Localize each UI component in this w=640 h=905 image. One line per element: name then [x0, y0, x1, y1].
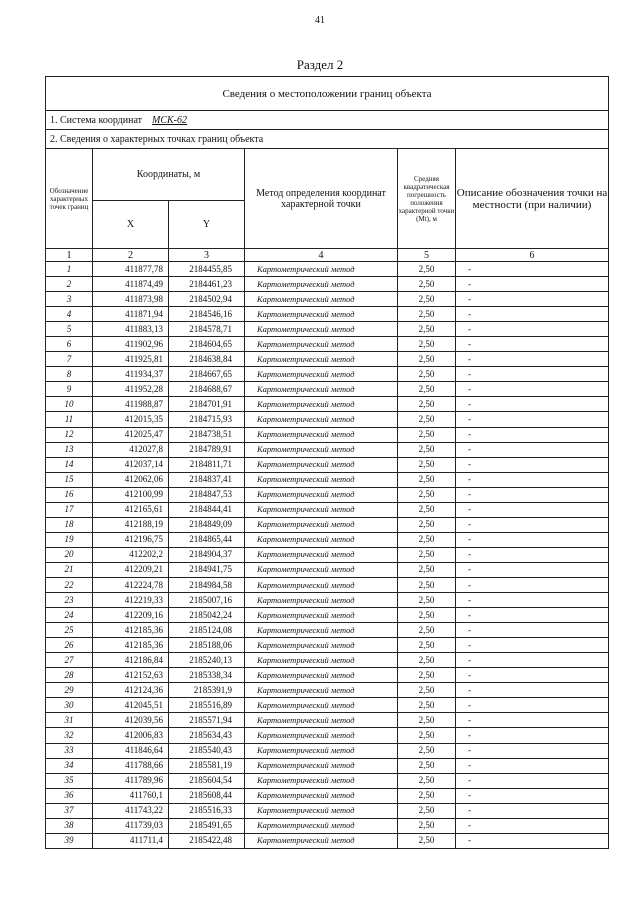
- coord-x: 411952,28: [93, 382, 169, 397]
- description-cell: -: [456, 638, 609, 653]
- coord-y: 2185634,43: [169, 728, 245, 743]
- table-row: [46, 653, 609, 668]
- table-row: [46, 577, 609, 592]
- coord-x: 412224,78: [93, 577, 169, 592]
- method-cell: Картометрический метод: [245, 472, 398, 487]
- coord-x: 412152,63: [93, 668, 169, 683]
- error-cell: 2,50: [398, 532, 456, 547]
- header-coordinates: Координаты, м: [93, 149, 245, 201]
- point-number: 27: [46, 653, 93, 668]
- method-cell: Картометрический метод: [245, 758, 398, 773]
- header-error: Средняя квадратическая погрешность положения характерной точки (Mt), м: [398, 149, 456, 249]
- point-number: 36: [46, 788, 93, 803]
- column-number: 2: [93, 249, 169, 262]
- method-cell: Картометрический метод: [245, 457, 398, 472]
- coord-x: 411988,87: [93, 397, 169, 412]
- table-row: [46, 367, 609, 382]
- coord-x: 411873,98: [93, 292, 169, 307]
- description-cell: -: [456, 532, 609, 547]
- method-cell: Картометрический метод: [245, 277, 398, 292]
- point-number: 17: [46, 502, 93, 517]
- coord-x: 411789,96: [93, 773, 169, 788]
- method-cell: Картометрический метод: [245, 382, 398, 397]
- table-row: [46, 262, 609, 277]
- error-cell: 2,50: [398, 728, 456, 743]
- coord-x: 411874,49: [93, 277, 169, 292]
- description-cell: -: [456, 262, 609, 277]
- point-number: 30: [46, 698, 93, 713]
- header-description: Описание обозначения точки на местности (при наличии): [456, 149, 609, 249]
- coord-x: 411760,1: [93, 788, 169, 803]
- boundary-points-table: [45, 76, 609, 849]
- description-cell: -: [456, 818, 609, 833]
- method-cell: Картометрический метод: [245, 653, 398, 668]
- table-row: [46, 562, 609, 577]
- method-cell: Картометрический метод: [245, 517, 398, 532]
- description-cell: -: [456, 803, 609, 818]
- table-row: [46, 818, 609, 833]
- error-cell: 2,50: [398, 638, 456, 653]
- point-number: 23: [46, 593, 93, 608]
- coord-y: 2185604,54: [169, 773, 245, 788]
- header-point-designation: Обозначение характерных точек границ: [46, 149, 93, 249]
- point-number: 10: [46, 397, 93, 412]
- method-cell: Картометрический метод: [245, 337, 398, 352]
- coord-x: 411788,66: [93, 758, 169, 773]
- table-row: [46, 668, 609, 683]
- coord-y: 2184844,41: [169, 502, 245, 517]
- description-cell: -: [456, 728, 609, 743]
- point-number: 37: [46, 803, 93, 818]
- error-cell: 2,50: [398, 517, 456, 532]
- coord-y: 2184546,16: [169, 307, 245, 322]
- coord-y: 2185571,94: [169, 713, 245, 728]
- method-cell: Картометрический метод: [245, 743, 398, 758]
- point-number: 12: [46, 427, 93, 442]
- point-number: 29: [46, 683, 93, 698]
- coord-x: 411883,13: [93, 322, 169, 337]
- point-number: 5: [46, 322, 93, 337]
- error-cell: 2,50: [398, 653, 456, 668]
- error-cell: 2,50: [398, 803, 456, 818]
- coord-y: 2185540,43: [169, 743, 245, 758]
- description-cell: -: [456, 758, 609, 773]
- coord-x: 412188,19: [93, 517, 169, 532]
- coord-x: 412185,36: [93, 623, 169, 638]
- method-cell: Картометрический метод: [245, 818, 398, 833]
- error-cell: 2,50: [398, 442, 456, 457]
- coord-x: 412219,33: [93, 593, 169, 608]
- coord-y: 2184701,91: [169, 397, 245, 412]
- method-cell: Картометрический метод: [245, 638, 398, 653]
- coord-y: 2184984,58: [169, 577, 245, 592]
- coord-system-row: [46, 111, 609, 130]
- table-row: [46, 547, 609, 562]
- table-row: [46, 517, 609, 532]
- point-number: 9: [46, 382, 93, 397]
- coord-y: 2184604,65: [169, 337, 245, 352]
- coord-x: 412124,36: [93, 683, 169, 698]
- method-cell: Картометрический метод: [245, 623, 398, 638]
- point-number: 32: [46, 728, 93, 743]
- method-cell: Картометрический метод: [245, 532, 398, 547]
- coord-x: 412045,51: [93, 698, 169, 713]
- coord-y: 2185124,08: [169, 623, 245, 638]
- error-cell: 2,50: [398, 262, 456, 277]
- method-cell: Картометрический метод: [245, 773, 398, 788]
- description-cell: -: [456, 833, 609, 848]
- method-cell: Картометрический метод: [245, 788, 398, 803]
- section-title: Раздел 2: [296, 57, 344, 72]
- error-cell: 2,50: [398, 307, 456, 322]
- column-number: 1: [46, 249, 93, 262]
- point-number: 14: [46, 457, 93, 472]
- description-cell: -: [456, 608, 609, 623]
- error-cell: 2,50: [398, 292, 456, 307]
- coord-y: 2184849,09: [169, 517, 245, 532]
- coord-x: 411743,22: [93, 803, 169, 818]
- coord-y: 2184461,23: [169, 277, 245, 292]
- point-number: 11: [46, 412, 93, 427]
- coord-x: 412006,83: [93, 728, 169, 743]
- table-row: [46, 608, 609, 623]
- point-number: 39: [46, 833, 93, 848]
- description-cell: -: [456, 502, 609, 517]
- coord-x: 412202,2: [93, 547, 169, 562]
- table-body: [46, 262, 609, 849]
- description-cell: -: [456, 562, 609, 577]
- description-cell: -: [456, 292, 609, 307]
- error-cell: 2,50: [398, 457, 456, 472]
- coord-x: 412039,56: [93, 713, 169, 728]
- description-cell: -: [456, 397, 609, 412]
- error-cell: 2,50: [398, 668, 456, 683]
- method-cell: Картометрический метод: [245, 322, 398, 337]
- coord-y: 2185422,48: [169, 833, 245, 848]
- description-cell: -: [456, 743, 609, 758]
- error-cell: 2,50: [398, 818, 456, 833]
- coord-x: 412196,75: [93, 532, 169, 547]
- error-cell: 2,50: [398, 577, 456, 592]
- coord-x: 412027,8: [93, 442, 169, 457]
- table-row: [46, 457, 609, 472]
- coord-x: 411739,03: [93, 818, 169, 833]
- column-number: 5: [398, 249, 456, 262]
- point-number: 33: [46, 743, 93, 758]
- table-row: [46, 412, 609, 427]
- description-cell: -: [456, 577, 609, 592]
- coord-x: 411711,4: [93, 833, 169, 848]
- coord-x: 411871,94: [93, 307, 169, 322]
- coord-system-label: 1. Система координат: [50, 114, 143, 126]
- description-cell: -: [456, 788, 609, 803]
- error-cell: 2,50: [398, 683, 456, 698]
- table-row: [46, 397, 609, 412]
- description-cell: -: [456, 683, 609, 698]
- table-row: [46, 683, 609, 698]
- point-number: 35: [46, 773, 93, 788]
- point-number: 21: [46, 562, 93, 577]
- coord-y: 2184688,67: [169, 382, 245, 397]
- point-number: 13: [46, 442, 93, 457]
- description-cell: -: [456, 277, 609, 292]
- method-cell: Картометрический метод: [245, 502, 398, 517]
- coord-y: 2185516,33: [169, 803, 245, 818]
- point-number: 2: [46, 277, 93, 292]
- point-number: 7: [46, 352, 93, 367]
- coord-y: 2184865,44: [169, 532, 245, 547]
- coord-y: 2184789,91: [169, 442, 245, 457]
- table-row: [46, 502, 609, 517]
- error-cell: 2,50: [398, 593, 456, 608]
- error-cell: 2,50: [398, 337, 456, 352]
- error-cell: 2,50: [398, 427, 456, 442]
- error-cell: 2,50: [398, 623, 456, 638]
- description-cell: -: [456, 547, 609, 562]
- coord-x: 411846,64: [93, 743, 169, 758]
- coord-system-value: МСК-62: [152, 114, 188, 126]
- column-number: 6: [456, 249, 609, 262]
- method-cell: Картометрический метод: [245, 803, 398, 818]
- description-cell: -: [456, 487, 609, 502]
- point-number: 16: [46, 487, 93, 502]
- coord-y: 2185188,06: [169, 638, 245, 653]
- coord-x: 412062,06: [93, 472, 169, 487]
- table-row: [46, 773, 609, 788]
- coord-y: 2184578,71: [169, 322, 245, 337]
- description-cell: -: [456, 307, 609, 322]
- coord-x: 412186,84: [93, 653, 169, 668]
- table-row: [46, 743, 609, 758]
- description-cell: -: [456, 698, 609, 713]
- point-number: 8: [46, 367, 93, 382]
- point-number: 22: [46, 577, 93, 592]
- coord-x: 412209,16: [93, 608, 169, 623]
- table-banner: Сведения о местоположении границ объекта: [46, 77, 609, 111]
- column-number: 4: [245, 249, 398, 262]
- error-cell: 2,50: [398, 487, 456, 502]
- method-cell: Картометрический метод: [245, 608, 398, 623]
- method-cell: Картометрический метод: [245, 427, 398, 442]
- point-number: 24: [46, 608, 93, 623]
- error-cell: 2,50: [398, 352, 456, 367]
- coord-x: 412037,14: [93, 457, 169, 472]
- point-number: 25: [46, 623, 93, 638]
- error-cell: 2,50: [398, 833, 456, 848]
- method-cell: Картометрический метод: [245, 577, 398, 592]
- description-cell: -: [456, 472, 609, 487]
- point-number: 28: [46, 668, 93, 683]
- error-cell: 2,50: [398, 547, 456, 562]
- header-y: Y: [169, 201, 245, 249]
- table-row: [46, 593, 609, 608]
- point-number: 31: [46, 713, 93, 728]
- coord-x: 412209,21: [93, 562, 169, 577]
- coord-y: 2184847,53: [169, 487, 245, 502]
- table-row: [46, 713, 609, 728]
- coord-x: 412165,61: [93, 502, 169, 517]
- table-row: [46, 698, 609, 713]
- error-cell: 2,50: [398, 367, 456, 382]
- point-number: 15: [46, 472, 93, 487]
- coord-y: 2185240,13: [169, 653, 245, 668]
- table-row: [46, 472, 609, 487]
- table-row: [46, 728, 609, 743]
- page-number: 41: [315, 15, 325, 26]
- point-number: 34: [46, 758, 93, 773]
- description-cell: -: [456, 593, 609, 608]
- table-row: [46, 487, 609, 502]
- coord-x: 412015,35: [93, 412, 169, 427]
- error-cell: 2,50: [398, 382, 456, 397]
- column-numbers-row: [46, 249, 609, 262]
- description-cell: -: [456, 653, 609, 668]
- table-row: [46, 382, 609, 397]
- description-cell: -: [456, 427, 609, 442]
- error-cell: 2,50: [398, 713, 456, 728]
- method-cell: Картометрический метод: [245, 593, 398, 608]
- error-cell: 2,50: [398, 562, 456, 577]
- method-cell: Картометрический метод: [245, 668, 398, 683]
- method-cell: Картометрический метод: [245, 713, 398, 728]
- coord-y: 2184837,41: [169, 472, 245, 487]
- coord-y: 2185042,24: [169, 608, 245, 623]
- point-number: 20: [46, 547, 93, 562]
- table-row: [46, 803, 609, 818]
- table-head: [46, 77, 609, 262]
- coord-y: 2184738,51: [169, 427, 245, 442]
- coord-y: 2185338,34: [169, 668, 245, 683]
- error-cell: 2,50: [398, 397, 456, 412]
- coord-x: 411934,37: [93, 367, 169, 382]
- coord-y: 2184811,71: [169, 457, 245, 472]
- coord-x: 412185,36: [93, 638, 169, 653]
- column-number: 3: [169, 249, 245, 262]
- table-row: [46, 638, 609, 653]
- point-number: 18: [46, 517, 93, 532]
- error-cell: 2,50: [398, 277, 456, 292]
- coord-x: 411902,96: [93, 337, 169, 352]
- method-cell: Картометрический метод: [245, 352, 398, 367]
- method-cell: Картометрический метод: [245, 728, 398, 743]
- error-cell: 2,50: [398, 773, 456, 788]
- coord-x: 412025,47: [93, 427, 169, 442]
- points-section-label: 2. Сведения о характерных точках границ объекта: [46, 130, 609, 149]
- description-cell: -: [456, 412, 609, 427]
- description-cell: -: [456, 517, 609, 532]
- description-cell: -: [456, 367, 609, 382]
- method-cell: Картометрический метод: [245, 262, 398, 277]
- coord-y: 2184455,85: [169, 262, 245, 277]
- description-cell: -: [456, 352, 609, 367]
- error-cell: 2,50: [398, 322, 456, 337]
- method-cell: Картометрический метод: [245, 562, 398, 577]
- method-cell: Картометрический метод: [245, 683, 398, 698]
- coord-y: 2185608,44: [169, 788, 245, 803]
- point-number: 19: [46, 532, 93, 547]
- point-number: 1: [46, 262, 93, 277]
- description-cell: -: [456, 773, 609, 788]
- coord-x: 411877,78: [93, 262, 169, 277]
- coord-y: 2185581,19: [169, 758, 245, 773]
- coord-y: 2185007,16: [169, 593, 245, 608]
- error-cell: 2,50: [398, 743, 456, 758]
- method-cell: Картометрический метод: [245, 833, 398, 848]
- table-row: [46, 833, 609, 848]
- coord-y: 2184667,65: [169, 367, 245, 382]
- coord-y: 2184715,93: [169, 412, 245, 427]
- method-cell: Картометрический метод: [245, 698, 398, 713]
- method-cell: Картометрический метод: [245, 487, 398, 502]
- coord-y: 2185491,65: [169, 818, 245, 833]
- table-row: [46, 788, 609, 803]
- coord-y: 2184502,94: [169, 292, 245, 307]
- table-row: [46, 277, 609, 292]
- description-cell: -: [456, 668, 609, 683]
- coord-x: 411925,81: [93, 352, 169, 367]
- method-cell: Картометрический метод: [245, 397, 398, 412]
- description-cell: -: [456, 382, 609, 397]
- point-number: 3: [46, 292, 93, 307]
- error-cell: 2,50: [398, 698, 456, 713]
- method-cell: Картометрический метод: [245, 547, 398, 562]
- coord-y: 2184941,75: [169, 562, 245, 577]
- coord-y: 2184638,84: [169, 352, 245, 367]
- point-number: 38: [46, 818, 93, 833]
- error-cell: 2,50: [398, 412, 456, 427]
- point-number: 26: [46, 638, 93, 653]
- description-cell: -: [456, 457, 609, 472]
- coord-y: 2184904,37: [169, 547, 245, 562]
- table-row: [46, 427, 609, 442]
- table-row: [46, 307, 609, 322]
- description-cell: -: [456, 322, 609, 337]
- header-x: X: [93, 201, 169, 249]
- error-cell: 2,50: [398, 472, 456, 487]
- table-row: [46, 532, 609, 547]
- method-cell: Картометрический метод: [245, 307, 398, 322]
- description-cell: -: [456, 623, 609, 638]
- error-cell: 2,50: [398, 758, 456, 773]
- method-cell: Картометрический метод: [245, 367, 398, 382]
- table-row: [46, 292, 609, 307]
- description-cell: -: [456, 337, 609, 352]
- description-cell: -: [456, 442, 609, 457]
- method-cell: Картометрический метод: [245, 442, 398, 457]
- table-row: [46, 442, 609, 457]
- header-method: Метод определения координат характерной точки: [245, 149, 398, 249]
- table-row: [46, 758, 609, 773]
- table-row: [46, 623, 609, 638]
- point-number: 6: [46, 337, 93, 352]
- table-row: [46, 322, 609, 337]
- coord-y: 2185391,9: [169, 683, 245, 698]
- coord-x: 412100,99: [93, 487, 169, 502]
- table-row: [46, 352, 609, 367]
- error-cell: 2,50: [398, 788, 456, 803]
- error-cell: 2,50: [398, 502, 456, 517]
- error-cell: 2,50: [398, 608, 456, 623]
- coord-y: 2185516,89: [169, 698, 245, 713]
- point-number: 4: [46, 307, 93, 322]
- method-cell: Картометрический метод: [245, 292, 398, 307]
- description-cell: -: [456, 713, 609, 728]
- table-row: [46, 337, 609, 352]
- method-cell: Картометрический метод: [245, 412, 398, 427]
